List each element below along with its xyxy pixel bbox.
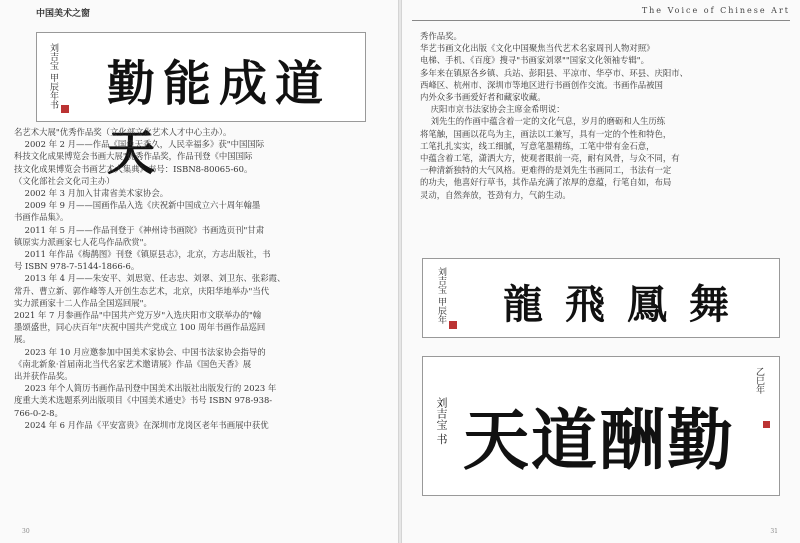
artwork-date-inscription: 乙巳年 (754, 367, 764, 394)
left-paragraph: 2021 年 7 月参画作品"中国共产党万岁"入选庆阳市文联举办的"翰 (14, 310, 262, 321)
artwork-seal (449, 321, 457, 329)
page-number-right: 31 (770, 528, 778, 535)
magazine-header-right: The Voice of Chinese Art (641, 6, 790, 15)
left-paragraph: 镇原实力派画家七人花鸟作品欣赏"。 (14, 236, 152, 247)
left-paragraph: 766-0-2-8。 (14, 407, 63, 418)
artwork-characters: 天道酬勤 (463, 401, 735, 479)
right-paragraph: 西峰区、杭州市、深圳市等地区进行书画创作交流。书画作品被国 (420, 79, 663, 90)
header-rule (412, 20, 790, 21)
left-paragraph: 2011 年作品《梅鹊图》刊登《镇原县志》，北京，方志出版社，书 (14, 249, 271, 260)
left-paragraph: 出并获作品奖。 (14, 371, 73, 382)
artwork-characters: 龍飛鳳舞 (503, 281, 751, 328)
left-page (0, 0, 398, 543)
left-paragraph: 2002 年 3 月加入甘肃省美术家协会。 (14, 188, 169, 199)
right-paragraph: 电梯、手机、《百度》搜寻"书画家刘翠""国家文化领袖专辑"。 (420, 55, 649, 66)
artwork-characters: 勤能成道天 (107, 56, 332, 181)
right-paragraph: 庆阳市京书法家协会主席金希明说： (420, 104, 565, 115)
right-paragraph: 工笔扎扎实实，线工细腻，写意笔墨精练，工笔中带有金石意， (420, 140, 655, 151)
right-paragraph: 秀作品奖。 (420, 31, 462, 41)
left-paragraph: 展。 (14, 334, 31, 345)
left-paragraph: 科技文化成果博览会书画大展"优秀作品奖，作品刊登《中国国际 (14, 151, 253, 162)
calligraphy-artwork-tiandaochouqin (422, 356, 780, 496)
right-paragraph: 刘先生的作画中蕴含着一定的文化气息，岁月的磨砺和人生历练 (420, 116, 666, 127)
left-paragraph: 2002 年 2 月——作品《国色天香久，人民幸福多》获"中国国际 (14, 139, 265, 150)
magazine-header-left: 中国美术之窗 (36, 9, 91, 19)
artwork-seal (61, 105, 69, 113)
left-paragraph: 实力派画家十二人作品全国巡回展"。 (14, 297, 152, 308)
right-paragraph: 华艺书画文化出版《文化中国聚焦当代艺术名家周刊人物对照》 (420, 43, 655, 54)
left-paragraph: 书画作品集》。 (14, 212, 69, 223)
page-number-left: 30 (22, 528, 30, 535)
artwork-signature: 刘吉宝 甲辰年 (436, 267, 446, 324)
left-paragraph: 2009 年 9 月——国画作品入选《庆祝新中国成立六十周年翰墨 (14, 200, 261, 211)
left-paragraph: 2024 年 6 月作品《平安富贵》在深圳市龙岗区老年书画展中获优 (14, 419, 269, 430)
left-paragraph: 2023 年个人简历书画作品刊登中国美术出版社出版发行的 2023 年 (14, 383, 277, 394)
right-paragraph: 内外众多书画爱好者和藏家收藏。 (420, 92, 546, 103)
calligraphy-artwork-longfei (422, 258, 780, 338)
left-paragraph: 2013 年 4 月——朱安平、刘思宽、任志忠、刘翠、刘卫东、张彩霞、 (14, 273, 286, 284)
right-page (402, 0, 800, 543)
left-paragraph: 号 ISBN 978-7-5144-1866-6。 (14, 261, 140, 272)
left-body-text (14, 126, 285, 431)
left-paragraph: （文化部社会文化司主办） (14, 175, 115, 186)
artwork-signature: 刘吉宝 书 (435, 397, 448, 445)
right-paragraph: 中蕴含着工笔，潇洒大方，使观者眼前一亮，耐有风骨，与众不同，有 (420, 153, 680, 164)
left-paragraph: 2023 年 10 月应邀参加中国美术家协会、中国书法家协会指导的 (14, 346, 266, 357)
left-paragraph: 2011 年 5 月——作品刊登于《神州诗书画院》书画选页刊"甘肃 (14, 224, 265, 235)
left-paragraph: 墨颂盛世，同心庆百年"庆祝中国共产党成立 100 周年书画作品巡回 (14, 322, 266, 333)
left-paragraph: 《南北新象·首届南北当代名家艺术邀请展》作品《国色天香》展 (14, 358, 252, 369)
left-paragraph: 常升、曹立新、郭作峰等人开创生态艺术，北京，庆阳华地举办"当代 (14, 285, 270, 296)
right-body-text (420, 30, 688, 201)
artwork-signature: 刘吉宝 甲辰年书 (48, 43, 58, 109)
artwork-seal (763, 421, 770, 428)
left-paragraph: 度重大美术选题系列出版项目《中国美术通史》书号 ISBN 978-938- (14, 395, 273, 406)
left-paragraph: 名艺术大展"优秀作品奖（文化部文化艺术人才中心主办）。 (14, 127, 232, 137)
right-paragraph: 将笔触，国画以花鸟为主，画法以工兼写，具有一定的个性和特色， (420, 128, 672, 139)
right-paragraph: 一种清新独特的大气风格。更难得的是刘先生书画同工，书法有一定 (420, 165, 672, 176)
left-paragraph: 技文化成果博览会书画艺术大集典》书号：ISBN8-80065-60。 (14, 163, 253, 174)
right-paragraph: 的功夫，他喜好行草书，其作品充满了浓厚的意蕴，行笔自如，布局 (420, 177, 672, 188)
right-paragraph: 多年来在镇原各乡镇、兵站、彭阳县、平凉市、华亭市、环县、庆阳市、 (420, 67, 688, 78)
right-paragraph: 灵动，自然奔放，苍劲有力，气韵生动。 (420, 189, 571, 200)
